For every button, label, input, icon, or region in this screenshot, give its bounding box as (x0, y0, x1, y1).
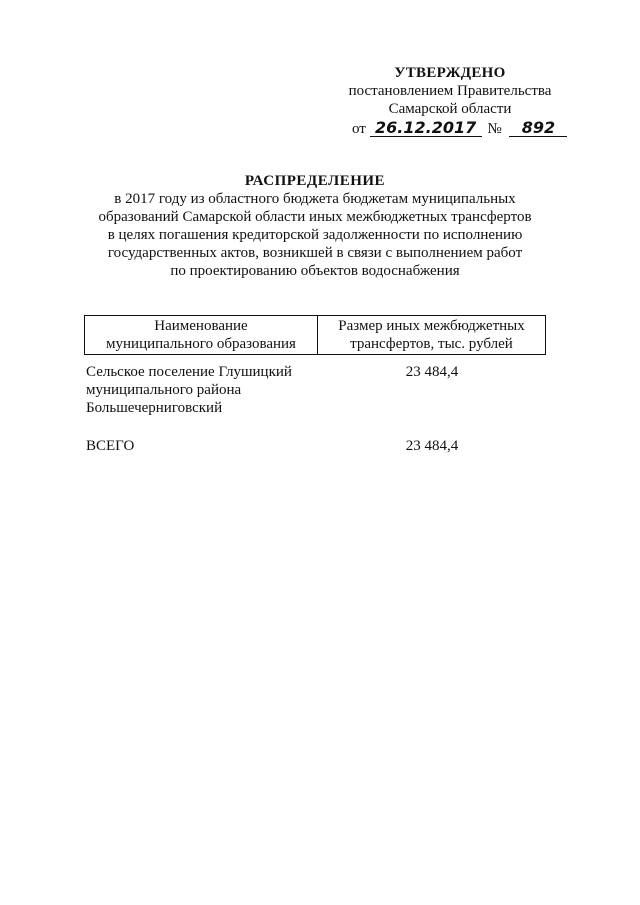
approval-block (340, 64, 560, 138)
municipality-name (84, 363, 318, 417)
from-label: от (352, 121, 366, 137)
municipality-name-line: Сельское поселение Глушицкий (86, 364, 292, 380)
heading-line: образований Самарской области иных межбюджетных трансфертов (98, 209, 532, 225)
handwritten-number: 892 (509, 120, 567, 137)
header-name-column (85, 316, 318, 354)
total-amount: 23 484,4 (405, 438, 459, 454)
approval-title: УТВЕРЖДЕНО (394, 65, 506, 81)
approval-line-2: Самарской области (388, 101, 512, 117)
approval-date-line (340, 120, 560, 138)
heading-line: в 2017 году из областного бюджета бюджетам муниципальных (114, 191, 516, 207)
total-row (84, 437, 546, 455)
heading-line: в целях погашения кредиторской задолженности по исполнению (107, 227, 523, 243)
header-text: Размер иных межбюджетных (338, 318, 525, 334)
municipality-name-line: Большечерниговский (86, 400, 223, 416)
total-label: ВСЕГО (86, 438, 135, 454)
distribution-table (84, 315, 546, 455)
heading-line: государственных актов, возникшей в связи с выполнением работ (107, 245, 523, 261)
handwritten-date: 26.12.2017 (370, 120, 482, 137)
document-heading (95, 172, 535, 280)
header-text: трансфертов, тыс. рублей (350, 336, 513, 352)
table-header (84, 315, 546, 355)
municipality-name-line: муниципального района (86, 382, 242, 398)
table-row (84, 363, 546, 417)
heading-line: по проектированию объектов водоснабжения (170, 263, 460, 279)
header-amount-column (318, 316, 545, 354)
transfer-amount: 23 484,4 (405, 364, 459, 380)
header-text: муниципального образования (106, 336, 296, 352)
number-label: № (487, 121, 502, 137)
approval-line-1: постановлением Правительства (348, 83, 552, 99)
header-text: Наименование (154, 318, 248, 334)
heading-title: РАСПРЕДЕЛЕНИЕ (244, 173, 386, 189)
